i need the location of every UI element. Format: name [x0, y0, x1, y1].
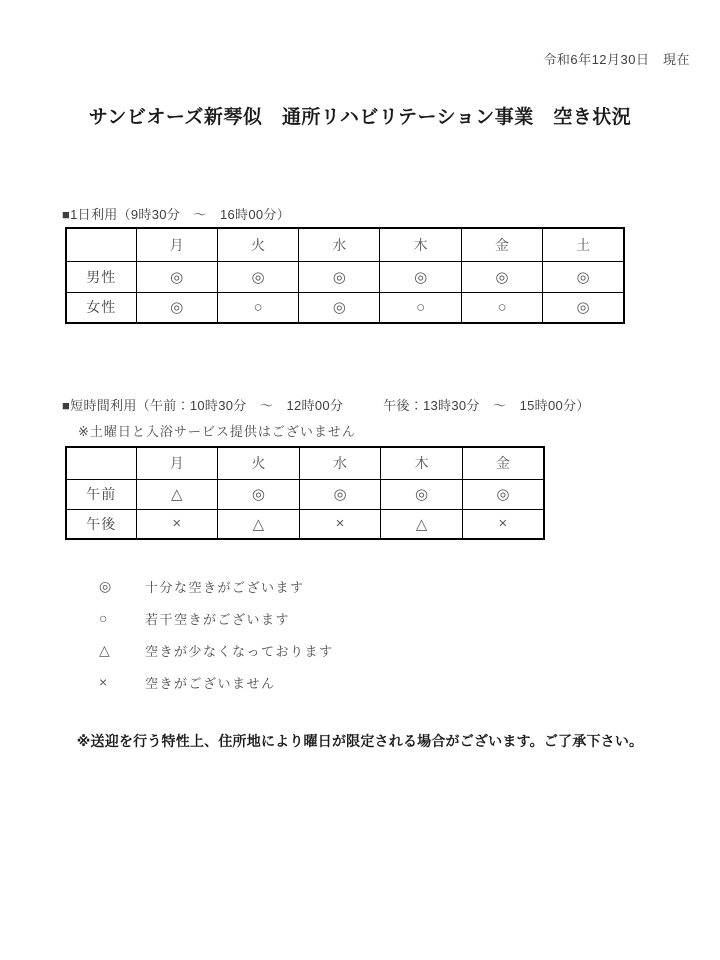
availability-cell: ◎ — [299, 292, 380, 323]
legend-item-label: 空きが少なくなっております — [145, 643, 334, 659]
day-header-fri: 金 — [462, 447, 544, 479]
day-header-sat: 土 — [543, 228, 624, 261]
day-header-wed: 水 — [299, 228, 380, 261]
corner-cell — [66, 447, 136, 479]
availability-cell: ◎ — [299, 479, 381, 509]
row-label-female: 女性 — [66, 292, 136, 323]
corner-cell — [66, 228, 136, 261]
availability-cell: ◎ — [136, 261, 217, 292]
table-header-row — [66, 228, 624, 261]
availability-cell: ◎ — [461, 261, 542, 292]
availability-cell: ○ — [380, 292, 461, 323]
availability-cell: △ — [218, 509, 300, 539]
legend-item-label: 若干空きがございます — [145, 611, 291, 627]
availability-cell: ◎ — [217, 261, 298, 292]
availability-cell: ◎ — [299, 261, 380, 292]
availability-cell: △ — [381, 509, 463, 539]
day-header-tue: 火 — [217, 228, 298, 261]
day-header-thu: 木 — [380, 228, 461, 261]
table-header-row — [66, 447, 544, 479]
table-row-male — [66, 261, 624, 292]
availability-cell: ◎ — [462, 479, 544, 509]
availability-cell: △ — [136, 479, 218, 509]
availability-cell: ◎ — [218, 479, 300, 509]
day-header-wed: 水 — [299, 447, 381, 479]
availability-cell: ◎ — [381, 479, 463, 509]
double-circle-symbol: ◎ — [99, 577, 112, 594]
legend-item — [99, 570, 334, 602]
availability-cell: ◎ — [380, 261, 461, 292]
availability-cell: × — [462, 509, 544, 539]
legend-item-label: 空きがございません — [145, 675, 276, 691]
full-day-section-heading: ■1日利用（9時30分 ～ 16時00分） — [62, 207, 290, 222]
availability-cell: × — [136, 509, 218, 539]
availability-cell: ◎ — [543, 292, 624, 323]
day-header-mon: 月 — [136, 228, 217, 261]
availability-cell: ◎ — [543, 261, 624, 292]
table-row-morning — [66, 479, 544, 509]
legend-item-label: 十分な空きがございます — [145, 579, 305, 595]
legend-item — [99, 634, 334, 666]
page-title: サンビオーズ新琴似 通所リハビリテーション事業 空き状況 — [88, 107, 632, 128]
day-header-tue: 火 — [218, 447, 300, 479]
day-header-fri: 金 — [461, 228, 542, 261]
short-time-availability-table — [65, 446, 545, 540]
transport-disclaimer-note: ※送迎を行う特性上、住所地により曜日が限定される場合がございます。ご了承下さい。 — [76, 733, 644, 749]
day-header-thu: 木 — [381, 447, 463, 479]
row-label-morning: 午前 — [66, 479, 136, 509]
availability-cell: ○ — [217, 292, 298, 323]
availability-cell: × — [299, 509, 381, 539]
table-row-female — [66, 292, 624, 323]
cross-symbol: × — [99, 674, 108, 690]
row-label-afternoon: 午後 — [66, 509, 136, 539]
availability-cell: ○ — [461, 292, 542, 323]
full-day-availability-table — [65, 227, 625, 324]
legend-item — [99, 666, 334, 698]
triangle-symbol: △ — [99, 641, 110, 658]
day-header-mon: 月 — [136, 447, 218, 479]
no-bath-service-note: ※土曜日と入浴サービス提供はございません — [78, 424, 356, 439]
short-time-section-heading: ■短時間利用（午前：10時30分 ～ 12時00分 午後：13時30分 ～ 15時00分） — [62, 398, 590, 413]
legend-item — [99, 602, 334, 634]
availability-cell: ◎ — [136, 292, 217, 323]
table-row-afternoon — [66, 509, 544, 539]
circle-symbol: ○ — [99, 610, 108, 626]
row-label-male: 男性 — [66, 261, 136, 292]
document-date: 令和6年12月30日 現在 — [543, 52, 690, 67]
symbol-legend — [99, 570, 334, 698]
